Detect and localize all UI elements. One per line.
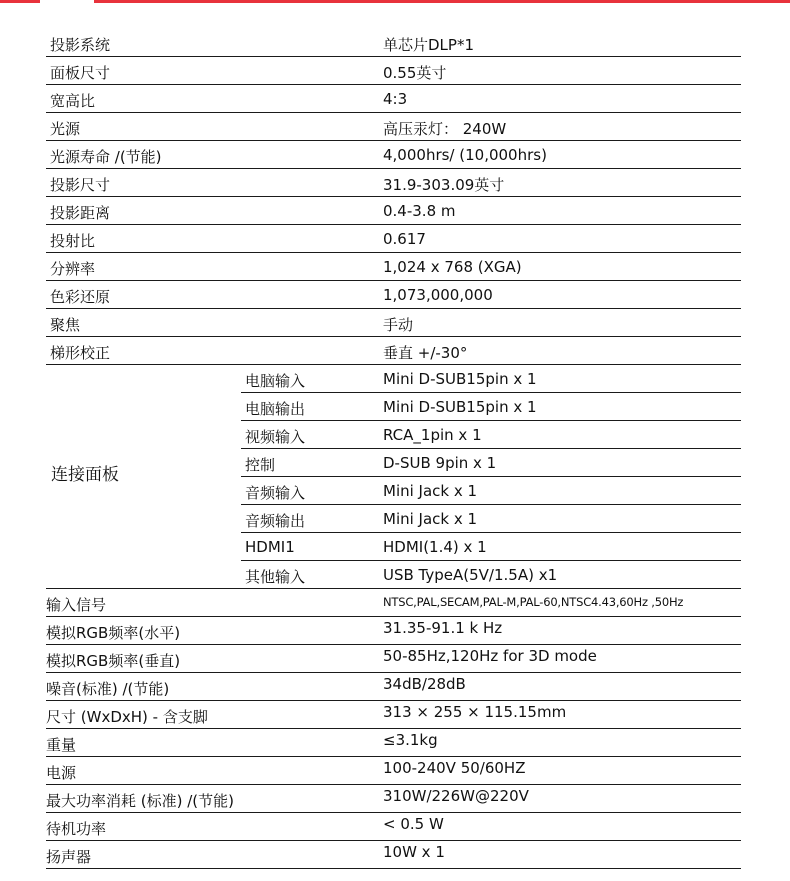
connection-label: 电脑输出: [245, 400, 306, 418]
spec-label: 色彩还原: [50, 288, 111, 306]
spec-value: 0.4-3.8 m: [383, 202, 456, 220]
spec-value: ≤3.1kg: [383, 731, 438, 749]
accent-bar-left: [0, 0, 40, 3]
spec-row-projection-size: [46, 169, 741, 197]
spec-value: 100-240V 50/60HZ: [383, 759, 526, 777]
spec-row-throw-ratio: [46, 225, 741, 253]
spec-row-projection-distance: [46, 197, 741, 225]
connection-row-video-input: [241, 421, 741, 449]
spec-label: 投影距离: [50, 204, 111, 222]
spec-row-light-source: [46, 113, 741, 141]
spec-row-focus: [46, 309, 741, 337]
spec-label: 模拟RGB频率(水平): [46, 624, 181, 642]
spec-label: 投射比: [50, 232, 96, 250]
spec-value: 1,073,000,000: [383, 286, 493, 304]
connection-value: HDMI(1.4) x 1: [383, 538, 487, 556]
connection-panel-group: [46, 365, 741, 589]
connection-row-audio-output: [241, 505, 741, 533]
spec-value: 4,000hrs/ (10,000hrs): [383, 146, 547, 164]
spec-value: 34dB/28dB: [383, 675, 466, 693]
spec-value: 10W x 1: [383, 843, 445, 861]
spec-label: 电源: [46, 764, 77, 782]
spec-label: 投影系统: [50, 36, 111, 54]
spec-label: 尺寸 (WxDxH) - 含支脚: [46, 708, 208, 726]
spec-label: 宽高比: [50, 92, 96, 110]
spec-value: 310W/226W@220V: [383, 787, 529, 805]
spec-table: [46, 29, 741, 869]
connection-label: 视频输入: [245, 428, 306, 446]
connection-row-pc-input: [241, 365, 741, 393]
connection-row-hdmi: [241, 533, 741, 561]
spec-row-dimensions: [46, 701, 741, 729]
spec-label: 光源寿命 /(节能): [50, 148, 162, 166]
spec-value: 31.35-91.1 k Hz: [383, 619, 503, 637]
connection-value: D-SUB 9pin x 1: [383, 454, 497, 472]
connection-value: RCA_1pin x 1: [383, 426, 482, 444]
spec-row-standby-power: [46, 813, 741, 841]
spec-row-keystone: [46, 337, 741, 365]
spec-row-panel-size: [46, 57, 741, 85]
spec-row-rgb-horizontal: [46, 617, 741, 645]
connection-label: 音频输入: [245, 484, 306, 502]
accent-bar-right: [94, 0, 790, 3]
connection-value: Mini D-SUB15pin x 1: [383, 370, 537, 388]
spec-value: 手动: [383, 316, 414, 334]
spec-row-rgb-vertical: [46, 645, 741, 673]
spec-value: 4:3: [383, 90, 408, 108]
spec-value: 50-85Hz,120Hz for 3D mode: [383, 647, 597, 665]
spec-row-projection-system: [46, 29, 741, 57]
spec-value: 313 × 255 × 115.15mm: [383, 703, 567, 721]
connection-label: HDMI1: [245, 538, 295, 556]
connection-row-control: [241, 449, 741, 477]
connection-label: 控制: [245, 456, 276, 474]
spec-row-resolution: [46, 253, 741, 281]
connection-row-other-input: [241, 561, 741, 589]
spec-row-lamp-life: [46, 141, 741, 169]
spec-label: 输入信号: [46, 596, 107, 614]
connection-label: 音频输出: [245, 512, 306, 530]
spec-value: 垂直 +/-30°: [383, 344, 468, 362]
connection-value: Mini D-SUB15pin x 1: [383, 398, 537, 416]
connection-value: Mini Jack x 1: [383, 482, 478, 500]
spec-label: 面板尺寸: [50, 64, 111, 82]
connection-panel-label: 连接面板: [51, 465, 119, 485]
connection-value: USB TypeA(5V/1.5A) x1: [383, 566, 558, 584]
connection-label: 其他输入: [245, 568, 306, 586]
spec-row-noise: [46, 673, 741, 701]
spec-row-input-signal: [46, 589, 741, 617]
spec-row-max-power-consumption: [46, 785, 741, 813]
spec-label: 模拟RGB频率(垂直): [46, 652, 181, 670]
spec-value: 单芯片DLP*1: [383, 36, 474, 54]
spec-label: 聚焦: [50, 316, 81, 334]
connection-row-audio-input: [241, 477, 741, 505]
spec-value: 1,024 x 768 (XGA): [383, 258, 522, 276]
spec-label: 投影尺寸: [50, 176, 111, 194]
spec-value: 0.55英寸: [383, 64, 447, 82]
spec-row-power: [46, 757, 741, 785]
spec-value: 31.9-303.09英寸: [383, 176, 505, 194]
spec-value: 高压汞灯： 240W: [383, 120, 507, 138]
spec-label: 重量: [46, 736, 77, 754]
connection-value: Mini Jack x 1: [383, 510, 478, 528]
spec-label: 噪音(标准) /(节能): [46, 680, 170, 698]
top-accent-bar: [0, 0, 790, 6]
spec-value: 0.617: [383, 230, 426, 248]
spec-label: 扬声器: [46, 848, 92, 866]
spec-row-speaker: [46, 841, 741, 869]
spec-label: 光源: [50, 120, 81, 138]
spec-label: 最大功率消耗 (标准) /(节能): [46, 792, 234, 810]
spec-value: < 0.5 W: [383, 815, 444, 833]
connection-row-pc-output: [241, 393, 741, 421]
spec-row-aspect-ratio: [46, 85, 741, 113]
connection-label: 电脑输入: [245, 372, 306, 390]
spec-value: NTSC,PAL,SECAM,PAL-M,PAL-60,NTSC4.43,60Hz ,50Hz: [383, 595, 684, 609]
spec-label: 分辨率: [50, 260, 96, 278]
spec-label: 待机功率: [46, 820, 107, 838]
spec-row-color-reproduction: [46, 281, 741, 309]
spec-label: 梯形校正: [50, 344, 111, 362]
spec-row-weight: [46, 729, 741, 757]
